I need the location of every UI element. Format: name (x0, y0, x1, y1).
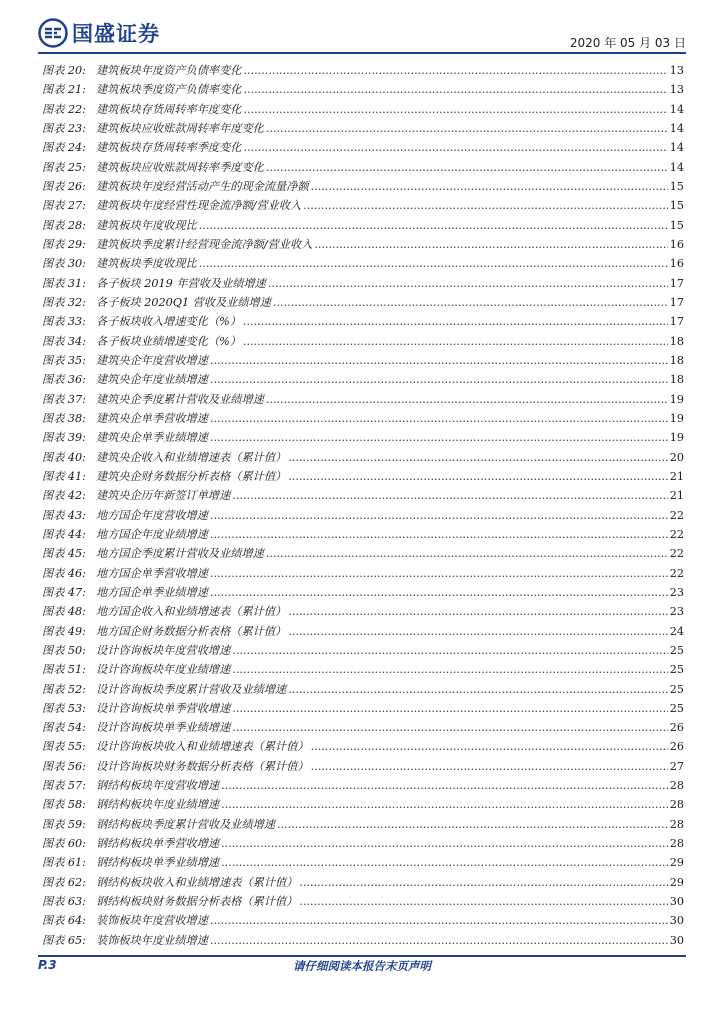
figure-label: 图表 58: (42, 798, 86, 812)
figure-page-number: 15 (669, 199, 684, 213)
dot-leader (266, 393, 668, 406)
figure-page-number: 14 (669, 141, 684, 155)
toc-entry[interactable] (42, 468, 684, 487)
toc-entry[interactable] (42, 700, 684, 719)
dot-leader (232, 663, 667, 676)
dot-leader (221, 837, 668, 850)
figure-label: 图表 48: (42, 605, 86, 619)
figure-page-number: 28 (669, 817, 684, 831)
figure-title: 地方国企收入和业绩增速表（累计值） (96, 605, 287, 619)
figure-label: 图表 62: (42, 875, 86, 889)
dot-leader (210, 354, 668, 367)
figure-label: 图表 33: (42, 315, 86, 329)
figure-title: 建筑板块季度累计经营现金流净额/营业收入 (96, 237, 313, 251)
figure-title: 建筑央企单季业绩增速 (96, 431, 208, 445)
dot-leader (311, 740, 668, 753)
figure-title: 设计咨询板块单季营收增速 (96, 701, 231, 715)
toc-entry[interactable] (42, 410, 684, 429)
figure-page-number: 25 (669, 663, 684, 677)
figure-label: 图表 20: (42, 64, 86, 77)
figure-title: 建筑板块季度资产负债率变化 (96, 83, 242, 97)
figure-page-number: 17 (669, 315, 684, 329)
dot-leader (199, 257, 668, 270)
company-logo (38, 18, 160, 48)
toc-entry[interactable] (42, 526, 684, 545)
figure-page-number: 19 (669, 411, 684, 425)
toc-entry[interactable] (42, 197, 684, 216)
figure-title: 建筑央企季度累计营收及业绩增速 (96, 392, 264, 406)
figure-page-number: 25 (669, 701, 684, 715)
toc-entry[interactable] (42, 371, 684, 390)
figure-title: 设计咨询板块财务数据分析表格（累计值） (96, 759, 309, 773)
dot-leader (243, 83, 667, 96)
figure-label: 图表 53: (42, 701, 86, 715)
figure-page-number: 26 (669, 721, 684, 735)
toc-entry[interactable] (42, 429, 684, 448)
toc-entry[interactable] (42, 545, 684, 564)
figure-page-number: 15 (669, 218, 684, 232)
footer-divider (38, 955, 686, 957)
figure-page-number: 27 (669, 759, 684, 773)
figure-title: 钢结构板块季度累计营收及业绩增速 (96, 817, 276, 831)
figure-page-number: 17 (669, 276, 684, 290)
figure-label: 图表 50: (42, 643, 86, 657)
figure-label: 图表 22: (42, 102, 86, 116)
figure-label: 图表 34: (42, 334, 86, 348)
toc-entry[interactable] (42, 912, 684, 931)
figure-page-number: 29 (669, 875, 684, 889)
figure-page-number: 20 (669, 450, 684, 464)
dot-leader (210, 509, 668, 522)
figure-page-number: 16 (669, 257, 684, 271)
dot-leader (299, 895, 667, 908)
toc-entry[interactable] (42, 623, 684, 642)
figure-label: 图表 42: (42, 489, 86, 503)
figure-label: 图表 32: (42, 295, 86, 309)
figure-title: 建筑板块年度经营活动产生的现金流量净额 (96, 179, 309, 193)
figure-page-number: 16 (669, 237, 684, 251)
figure-title: 建筑央企财务数据分析表格（累计值） (96, 469, 287, 483)
figure-page-number: 28 (669, 837, 684, 851)
figure-label: 图表 43: (42, 508, 86, 522)
figure-title: 建筑板块应收账款周转率年度变化 (96, 121, 264, 135)
figure-page-number: 25 (669, 643, 684, 657)
figure-label: 图表 24: (42, 141, 86, 155)
figure-label: 图表 46: (42, 566, 86, 580)
dot-leader (266, 547, 668, 560)
figure-title: 设计咨询板块年度营收增速 (96, 643, 231, 657)
toc-entry[interactable] (42, 874, 684, 893)
toc-entry[interactable] (42, 139, 684, 158)
dot-leader (311, 180, 668, 193)
figure-label: 图表 56: (42, 759, 86, 773)
toc-entry[interactable] (42, 449, 684, 468)
figure-title: 钢结构板块年度业绩增速 (96, 798, 220, 812)
logo-text: 国盛证券 (72, 22, 160, 46)
toc-entry[interactable] (42, 758, 684, 777)
dot-leader (221, 798, 668, 811)
figure-page-number: 15 (669, 179, 684, 193)
header-divider (38, 52, 686, 54)
figure-label: 图表 57: (42, 779, 86, 793)
figure-title: 建筑板块存货周转率年度变化 (96, 102, 242, 116)
figure-label: 图表 28: (42, 218, 86, 232)
dot-leader (314, 238, 667, 251)
figure-label: 图表 65: (42, 933, 86, 947)
figure-label: 图表 37: (42, 392, 86, 406)
figure-title: 设计咨询板块收入和业绩增速表（累计值） (96, 740, 309, 754)
figure-title: 各子板块收入增速变化（%） (96, 315, 241, 329)
page-number: P.3 (38, 958, 57, 972)
figure-title: 钢结构板块单季营收增速 (96, 837, 220, 851)
dot-leader (288, 470, 668, 483)
figure-label: 图表 29: (42, 237, 86, 251)
figure-title: 地方国企年度业绩增速 (96, 527, 208, 541)
figure-label: 图表 31: (42, 276, 86, 290)
dot-leader (243, 103, 667, 116)
figure-title: 建筑板块年度资产负债率变化 (96, 64, 242, 77)
toc-entry[interactable] (42, 796, 684, 815)
figure-title: 地方国企单季营收增速 (96, 566, 208, 580)
dot-leader (243, 141, 667, 154)
figure-title: 钢结构板块年度营收增速 (96, 779, 220, 793)
dot-leader (210, 934, 668, 947)
figure-title: 建筑央企单季营收增速 (96, 411, 208, 425)
figure-label: 图表 63: (42, 895, 86, 909)
dot-leader (232, 644, 667, 657)
figure-page-number: 30 (669, 933, 684, 947)
figure-title: 各子板块业绩增速变化（%） (96, 334, 241, 348)
dot-leader (288, 451, 668, 464)
toc-entry[interactable] (42, 62, 684, 81)
figure-label: 图表 35: (42, 353, 86, 367)
report-date: 2020 年 05 月 03 日 (569, 36, 686, 50)
dot-leader (232, 489, 667, 502)
figure-title: 地方国企季度累计营收及业绩增速 (96, 547, 264, 561)
figure-page-number: 25 (669, 682, 684, 696)
dot-leader (288, 605, 668, 618)
figure-title: 装饰板块年度营收增速 (96, 914, 208, 928)
dot-leader (288, 625, 668, 638)
toc-entry[interactable] (42, 893, 684, 912)
figure-title: 建筑板块年度收现比 (96, 218, 197, 232)
dot-leader (210, 412, 668, 425)
toc-entry[interactable] (42, 159, 684, 178)
figure-label: 图表 49: (42, 624, 86, 638)
figure-label: 图表 45: (42, 547, 86, 561)
toc-entry[interactable] (42, 603, 684, 622)
figure-label: 图表 54: (42, 721, 86, 735)
figure-title: 建筑板块存货周转率季度变化 (96, 141, 242, 155)
figure-title: 设计咨询板块年度业绩增速 (96, 663, 231, 677)
disclaimer-note: 请仔细阅读本报告末页声明 (293, 959, 431, 973)
toc-entry[interactable] (42, 565, 684, 584)
dot-leader (232, 702, 667, 715)
dot-leader (243, 64, 667, 77)
dot-leader (311, 760, 668, 773)
figure-label: 图表 21: (42, 83, 86, 97)
toc-entry[interactable] (42, 294, 684, 313)
figure-page-number: 24 (669, 624, 684, 638)
figure-title: 钢结构板块单季业绩增速 (96, 856, 220, 870)
toc-entry[interactable] (42, 584, 684, 603)
toc-entry[interactable] (42, 738, 684, 757)
figure-label: 图表 30: (42, 257, 86, 271)
dot-leader (210, 431, 668, 444)
figure-page-number: 13 (669, 83, 684, 97)
toc-entry[interactable] (42, 333, 684, 352)
figure-page-number: 18 (669, 353, 684, 367)
dot-leader (288, 683, 668, 696)
figure-label: 图表 47: (42, 585, 86, 599)
toc-entry[interactable] (42, 777, 684, 796)
figure-page-number: 14 (669, 160, 684, 174)
figure-page-number: 22 (669, 508, 684, 522)
figure-title: 设计咨询板块单季业绩增速 (96, 721, 231, 735)
toc-entry[interactable] (42, 255, 684, 274)
figure-title: 建筑央企历年新签订单增速 (96, 489, 231, 503)
figure-title: 各子板块 2019 年营收及业绩增速 (96, 276, 266, 290)
figure-page-number: 14 (669, 102, 684, 116)
figure-title: 装饰板块年度业绩增速 (96, 933, 208, 947)
figure-page-number: 13 (669, 64, 684, 77)
figure-page-number: 22 (669, 566, 684, 580)
figure-label: 图表 44: (42, 527, 86, 541)
figure-title: 地方国企单季业绩增速 (96, 585, 208, 599)
figure-title: 钢结构板块收入和业绩增速表（累计值） (96, 875, 298, 889)
figure-title: 各子板块 2020Q1 营收及业绩增速 (96, 295, 271, 309)
dot-leader (210, 373, 668, 386)
toc-entry[interactable] (42, 719, 684, 738)
toc-entry[interactable] (42, 178, 684, 197)
dot-leader (243, 335, 668, 348)
toc-entry[interactable] (42, 661, 684, 680)
toc-entry[interactable] (42, 81, 684, 100)
figure-label: 图表 64: (42, 914, 86, 928)
dot-leader (266, 122, 668, 135)
toc-entry[interactable] (42, 642, 684, 661)
toc-entry[interactable] (42, 854, 684, 873)
page-header (38, 18, 686, 56)
figure-page-number: 29 (669, 856, 684, 870)
dot-leader (221, 856, 668, 869)
figure-label: 图表 39: (42, 431, 86, 445)
dot-leader (243, 315, 668, 328)
figure-page-number: 30 (669, 895, 684, 909)
toc-entry[interactable] (42, 352, 684, 371)
logo-icon (38, 18, 68, 48)
figure-label: 图表 55: (42, 740, 86, 754)
figure-page-number: 22 (669, 547, 684, 561)
figure-label: 图表 40: (42, 450, 86, 464)
toc-entry[interactable] (42, 681, 684, 700)
dot-leader (210, 586, 668, 599)
figure-title: 地方国企年度营收增速 (96, 508, 208, 522)
figure-label: 图表 27: (42, 199, 86, 213)
toc-entry[interactable] (42, 487, 684, 506)
figure-label: 图表 60: (42, 837, 86, 851)
figure-page-number: 17 (669, 295, 684, 309)
toc-entry[interactable] (42, 932, 684, 951)
dot-leader (299, 876, 667, 889)
toc-entry[interactable] (42, 816, 684, 835)
dot-leader (210, 528, 668, 541)
figure-label: 图表 26: (42, 179, 86, 193)
figure-page-number: 23 (669, 585, 684, 599)
toc-entry[interactable] (42, 236, 684, 255)
figure-page-number: 18 (669, 373, 684, 387)
toc-entry[interactable] (42, 391, 684, 410)
figure-title: 钢结构板块财务数据分析表格（累计值） (96, 895, 298, 909)
figure-page-number: 22 (669, 527, 684, 541)
figure-index-list (42, 62, 684, 951)
figure-label: 图表 23: (42, 121, 86, 135)
figure-label: 图表 59: (42, 817, 86, 831)
figure-page-number: 18 (669, 334, 684, 348)
figure-label: 图表 38: (42, 411, 86, 425)
figure-title: 建筑板块年度经营性现金流净额/营业收入 (96, 199, 302, 213)
figure-title: 设计咨询板块季度累计营收及业绩增速 (96, 682, 287, 696)
figure-page-number: 21 (669, 469, 684, 483)
dot-leader (268, 277, 668, 290)
figure-page-number: 26 (669, 740, 684, 754)
toc-entry[interactable] (42, 313, 684, 332)
figure-page-number: 28 (669, 798, 684, 812)
toc-entry[interactable] (42, 101, 684, 120)
figure-page-number: 19 (669, 431, 684, 445)
dot-leader (199, 219, 668, 232)
figure-page-number: 14 (669, 121, 684, 135)
figure-page-number: 30 (669, 914, 684, 928)
dot-leader (221, 779, 668, 792)
figure-title: 建筑板块季度收现比 (96, 257, 197, 271)
dot-leader (303, 199, 668, 212)
dot-leader (210, 567, 668, 580)
figure-label: 图表 52: (42, 682, 86, 696)
toc-entry[interactable] (42, 275, 684, 294)
dot-leader (232, 721, 667, 734)
figure-title: 建筑央企收入和业绩增速表（累计值） (96, 450, 287, 464)
toc-entry[interactable] (42, 120, 684, 139)
figure-title: 建筑央企年度营收增速 (96, 353, 208, 367)
dot-leader (277, 818, 668, 831)
figure-title: 建筑板块应收账款周转率季度变化 (96, 160, 264, 174)
dot-leader (266, 161, 668, 174)
toc-entry[interactable] (42, 835, 684, 854)
figure-label: 图表 25: (42, 160, 86, 174)
toc-entry[interactable] (42, 217, 684, 236)
figure-label: 图表 36: (42, 373, 86, 387)
toc-entry[interactable] (42, 507, 684, 526)
figure-title: 建筑央企年度业绩增速 (96, 373, 208, 387)
figure-page-number: 23 (669, 605, 684, 619)
dot-leader (273, 296, 668, 309)
figure-label: 图表 51: (42, 663, 86, 677)
figure-label: 图表 61: (42, 856, 86, 870)
figure-label: 图表 41: (42, 469, 86, 483)
figure-page-number: 19 (669, 392, 684, 406)
dot-leader (210, 914, 668, 927)
figure-title: 地方国企财务数据分析表格（累计值） (96, 624, 287, 638)
figure-page-number: 21 (669, 489, 684, 503)
figure-page-number: 28 (669, 779, 684, 793)
